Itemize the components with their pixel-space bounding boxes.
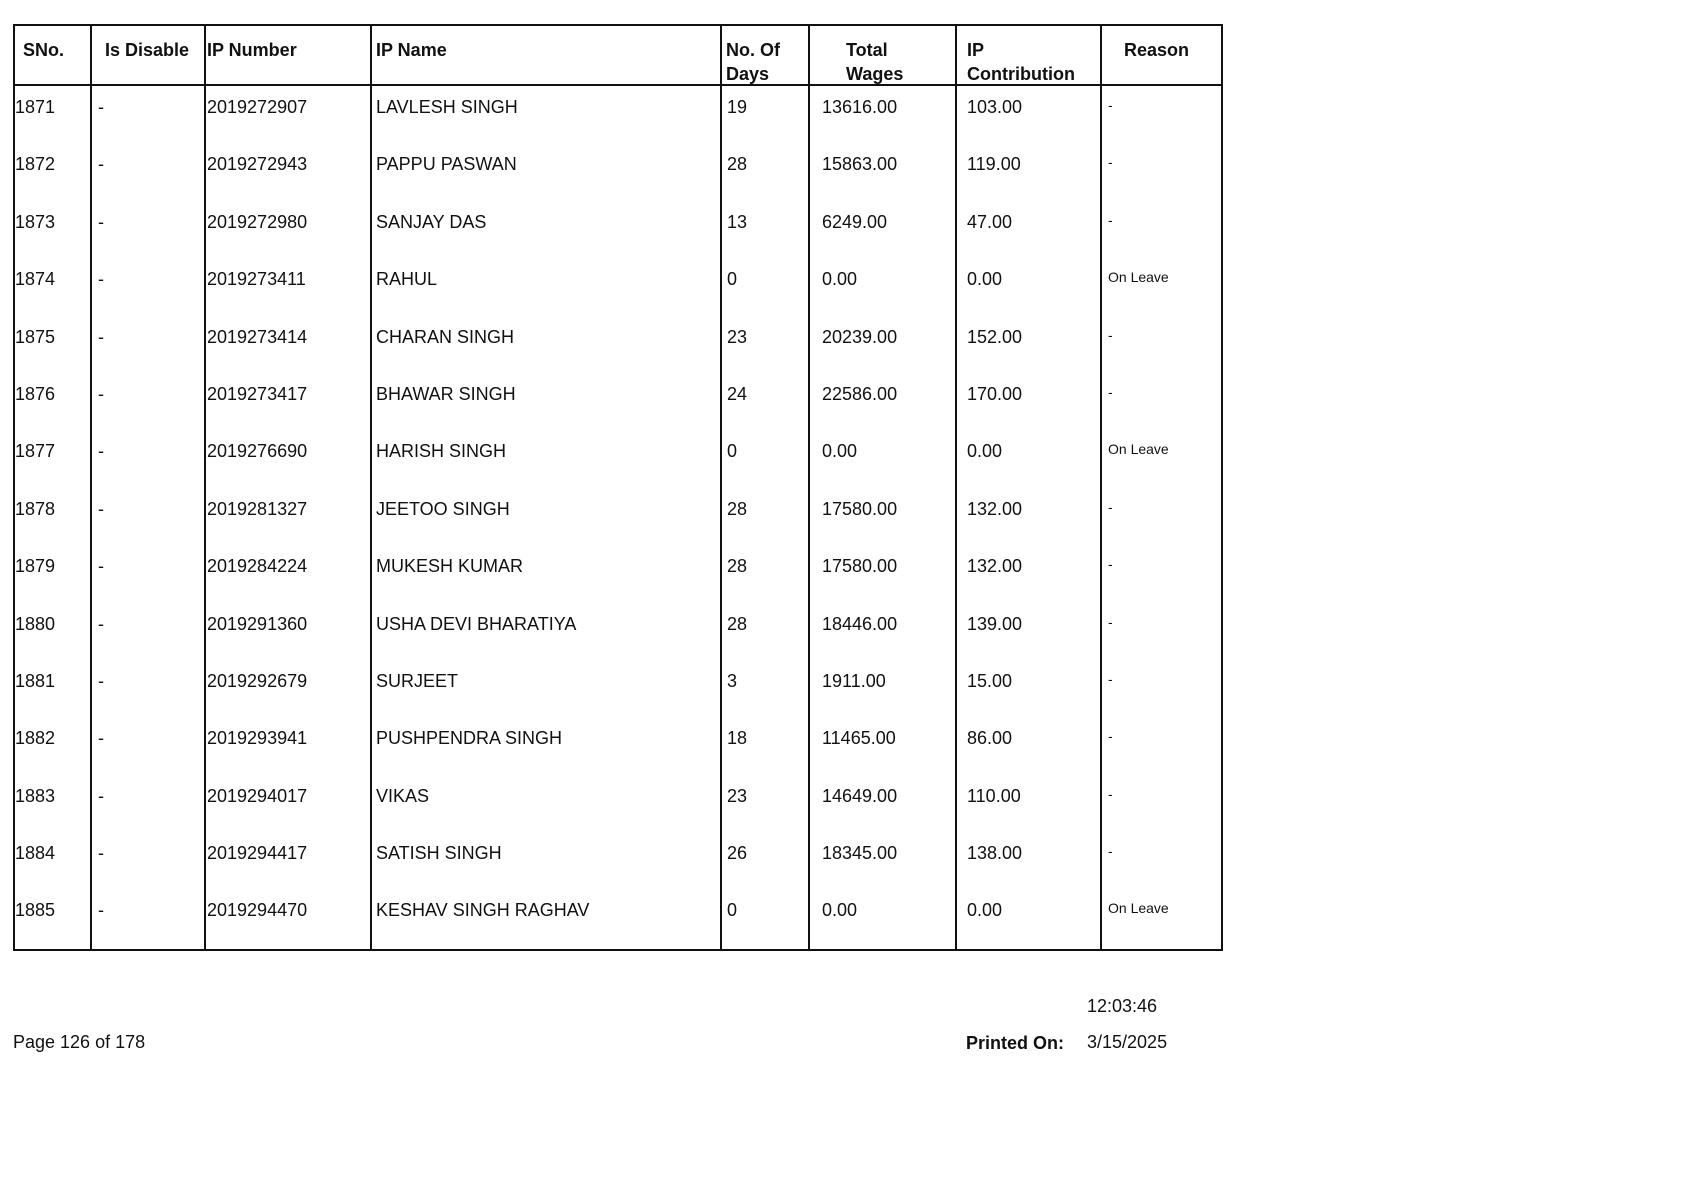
cell-reason: - bbox=[1108, 556, 1113, 573]
table-row bbox=[15, 143, 1221, 200]
cell-no-of-days: 18 bbox=[722, 717, 810, 774]
cell-no-of-days: 26 bbox=[722, 832, 810, 889]
cell-ip-contribution: 119.00 bbox=[957, 143, 1102, 200]
cell-is-disable: - bbox=[92, 603, 206, 660]
table-row bbox=[15, 660, 1221, 717]
cell-ip-number: 2019294017 bbox=[206, 775, 372, 832]
cell-sno: 1880 bbox=[15, 603, 92, 660]
cell-no-of-days: 0 bbox=[722, 430, 810, 487]
cell-total-wages: 18345.00 bbox=[810, 832, 957, 889]
cell-total-wages: 22586.00 bbox=[810, 373, 957, 430]
cell-ip-number: 2019284224 bbox=[206, 545, 372, 602]
cell-is-disable: - bbox=[92, 143, 206, 200]
cell-reason: - bbox=[1108, 613, 1113, 630]
cell-reason: - bbox=[1108, 326, 1113, 343]
cell-no-of-days: 28 bbox=[722, 488, 810, 545]
cell-total-wages: 17580.00 bbox=[810, 488, 957, 545]
cell-ip-name: RAHUL bbox=[372, 258, 722, 315]
cell-sno: 1871 bbox=[15, 86, 92, 143]
page-number: Page 126 of 178 bbox=[13, 1032, 146, 1052]
header-reason: Reason bbox=[1124, 40, 1190, 60]
header-no-of-days-line1: No. Of bbox=[726, 40, 780, 60]
table-row bbox=[15, 603, 1221, 660]
cell-is-disable: - bbox=[92, 430, 206, 487]
cell-sno: 1881 bbox=[15, 660, 92, 717]
cell-no-of-days: 0 bbox=[722, 258, 810, 315]
cell-sno: 1877 bbox=[15, 430, 92, 487]
header-total-wages bbox=[810, 26, 957, 84]
cell-reason: - bbox=[1108, 843, 1113, 860]
cell-ip-contribution: 103.00 bbox=[957, 86, 1102, 143]
cell-ip-contribution: 138.00 bbox=[957, 832, 1102, 889]
cell-no-of-days: 28 bbox=[722, 545, 810, 602]
header-is-disable: Is Disable bbox=[92, 26, 206, 84]
cell-total-wages: 0.00 bbox=[810, 430, 957, 487]
cell-total-wages: 0.00 bbox=[810, 889, 957, 949]
cell-total-wages: 0.00 bbox=[810, 258, 957, 315]
cell-total-wages: 1911.00 bbox=[810, 660, 957, 717]
cell-ip-name: PAPPU PASWAN bbox=[372, 143, 722, 200]
cell-ip-number: 2019273414 bbox=[206, 316, 372, 373]
table-row bbox=[15, 775, 1221, 832]
contribution-table bbox=[13, 24, 1223, 951]
cell-ip-number: 2019281327 bbox=[206, 488, 372, 545]
cell-ip-name: BHAWAR SINGH bbox=[372, 373, 722, 430]
header-no-of-days bbox=[722, 26, 810, 84]
header-no-of-days-line2: Days bbox=[726, 64, 770, 84]
cell-is-disable: - bbox=[92, 889, 206, 949]
table-row bbox=[15, 201, 1221, 258]
cell-ip-contribution: 139.00 bbox=[957, 603, 1102, 660]
cell-sno: 1878 bbox=[15, 488, 92, 545]
cell-is-disable: - bbox=[92, 488, 206, 545]
cell-ip-number: 2019273411 bbox=[206, 258, 372, 315]
cell-ip-name: SURJEET bbox=[372, 660, 722, 717]
cell-is-disable: - bbox=[92, 717, 206, 774]
table-row bbox=[15, 832, 1221, 889]
cell-reason: On Leave bbox=[1108, 441, 1169, 458]
table-body bbox=[15, 86, 1221, 949]
cell-ip-contribution: 0.00 bbox=[957, 889, 1102, 949]
cell-sno: 1879 bbox=[15, 545, 92, 602]
cell-is-disable: - bbox=[92, 660, 206, 717]
header-ip-name: IP Name bbox=[372, 26, 722, 84]
table-row bbox=[15, 430, 1221, 487]
cell-total-wages: 18446.00 bbox=[810, 603, 957, 660]
printed-date: 3/15/2025 bbox=[1087, 1032, 1168, 1052]
cell-reason: - bbox=[1108, 670, 1113, 687]
cell-total-wages: 20239.00 bbox=[810, 316, 957, 373]
cell-ip-number: 2019291360 bbox=[206, 603, 372, 660]
header-ip-contribution-line1: IP bbox=[967, 40, 985, 60]
cell-sno: 1882 bbox=[15, 717, 92, 774]
cell-sno: 1884 bbox=[15, 832, 92, 889]
cell-total-wages: 17580.00 bbox=[810, 545, 957, 602]
cell-no-of-days: 28 bbox=[722, 603, 810, 660]
cell-is-disable: - bbox=[92, 832, 206, 889]
cell-no-of-days: 24 bbox=[722, 373, 810, 430]
cell-sno: 1873 bbox=[15, 201, 92, 258]
table-row bbox=[15, 316, 1221, 373]
cell-reason: - bbox=[1108, 211, 1113, 228]
table-row bbox=[15, 545, 1221, 602]
table-header-row bbox=[15, 26, 1221, 86]
cell-ip-name: HARISH SINGH bbox=[372, 430, 722, 487]
cell-ip-contribution: 170.00 bbox=[957, 373, 1102, 430]
cell-is-disable: - bbox=[92, 545, 206, 602]
cell-ip-contribution: 132.00 bbox=[957, 488, 1102, 545]
cell-no-of-days: 23 bbox=[722, 775, 810, 832]
cell-reason: - bbox=[1108, 154, 1113, 171]
cell-ip-name: USHA DEVI BHARATIYA bbox=[372, 603, 722, 660]
header-total-wages-line2: Wages bbox=[846, 64, 904, 84]
table-row bbox=[15, 86, 1221, 143]
cell-ip-name: PUSHPENDRA SINGH bbox=[372, 717, 722, 774]
header-ip-number: IP Number bbox=[206, 26, 372, 84]
cell-reason: - bbox=[1108, 498, 1113, 515]
cell-no-of-days: 0 bbox=[722, 889, 810, 949]
cell-ip-contribution: 47.00 bbox=[957, 201, 1102, 258]
cell-reason: - bbox=[1108, 97, 1113, 113]
cell-total-wages: 11465.00 bbox=[810, 717, 957, 774]
cell-ip-contribution: 86.00 bbox=[957, 717, 1102, 774]
header-total-wages-line1: Total bbox=[846, 40, 888, 60]
cell-reason: - bbox=[1108, 728, 1113, 745]
cell-ip-number: 2019292679 bbox=[206, 660, 372, 717]
cell-ip-name: MUKESH KUMAR bbox=[372, 545, 722, 602]
cell-ip-contribution: 15.00 bbox=[957, 660, 1102, 717]
cell-ip-contribution: 132.00 bbox=[957, 545, 1102, 602]
cell-sno: 1876 bbox=[15, 373, 92, 430]
header-sno: SNo. bbox=[15, 26, 92, 84]
cell-sno: 1883 bbox=[15, 775, 92, 832]
table-row bbox=[15, 717, 1221, 774]
cell-is-disable: - bbox=[92, 373, 206, 430]
cell-no-of-days: 23 bbox=[722, 316, 810, 373]
header-ip-contribution bbox=[957, 26, 1102, 84]
cell-ip-number: 2019272980 bbox=[206, 201, 372, 258]
table-row bbox=[15, 488, 1221, 545]
cell-ip-number: 2019273417 bbox=[206, 373, 372, 430]
table-row bbox=[15, 373, 1221, 430]
cell-is-disable: - bbox=[92, 258, 206, 315]
cell-sno: 1874 bbox=[15, 258, 92, 315]
cell-ip-name: VIKAS bbox=[372, 775, 722, 832]
cell-no-of-days: 28 bbox=[722, 143, 810, 200]
cell-ip-name: SATISH SINGH bbox=[372, 832, 722, 889]
cell-total-wages: 13616.00 bbox=[810, 86, 957, 143]
table-row bbox=[15, 258, 1221, 315]
cell-no-of-days: 3 bbox=[722, 660, 810, 717]
cell-sno: 1885 bbox=[15, 889, 92, 949]
cell-ip-name: LAVLESH SINGH bbox=[372, 86, 722, 143]
cell-ip-name: JEETOO SINGH bbox=[372, 488, 722, 545]
cell-ip-name: CHARAN SINGH bbox=[372, 316, 722, 373]
cell-no-of-days: 19 bbox=[722, 86, 810, 143]
printed-time: 12:03:46 bbox=[1087, 996, 1158, 1016]
cell-ip-number: 2019276690 bbox=[206, 430, 372, 487]
table-row bbox=[15, 889, 1221, 949]
printed-on-label: Printed On: bbox=[966, 1033, 1064, 1053]
cell-reason: On Leave bbox=[1108, 269, 1169, 286]
cell-is-disable: - bbox=[92, 86, 206, 143]
cell-is-disable: - bbox=[92, 775, 206, 832]
cell-sno: 1875 bbox=[15, 316, 92, 373]
cell-ip-name: SANJAY DAS bbox=[372, 201, 722, 258]
cell-ip-contribution: 0.00 bbox=[957, 258, 1102, 315]
cell-ip-number: 2019272907 bbox=[206, 86, 372, 143]
cell-no-of-days: 13 bbox=[722, 201, 810, 258]
cell-total-wages: 15863.00 bbox=[810, 143, 957, 200]
cell-reason: - bbox=[1108, 785, 1113, 802]
cell-ip-number: 2019272943 bbox=[206, 143, 372, 200]
cell-ip-number: 2019294417 bbox=[206, 832, 372, 889]
cell-sno: 1872 bbox=[15, 143, 92, 200]
cell-is-disable: - bbox=[92, 201, 206, 258]
cell-ip-number: 2019293941 bbox=[206, 717, 372, 774]
cell-reason: On Leave bbox=[1108, 900, 1169, 917]
cell-total-wages: 14649.00 bbox=[810, 775, 957, 832]
cell-ip-contribution: 110.00 bbox=[957, 775, 1102, 832]
cell-ip-contribution: 152.00 bbox=[957, 316, 1102, 373]
cell-reason: - bbox=[1108, 383, 1113, 400]
cell-ip-number: 2019294470 bbox=[206, 889, 372, 949]
cell-ip-contribution: 0.00 bbox=[957, 430, 1102, 487]
cell-is-disable: - bbox=[92, 316, 206, 373]
header-ip-contribution-line2: Contribution bbox=[967, 64, 1075, 84]
cell-ip-name: KESHAV SINGH RAGHAV bbox=[372, 889, 722, 949]
cell-total-wages: 6249.00 bbox=[810, 201, 957, 258]
